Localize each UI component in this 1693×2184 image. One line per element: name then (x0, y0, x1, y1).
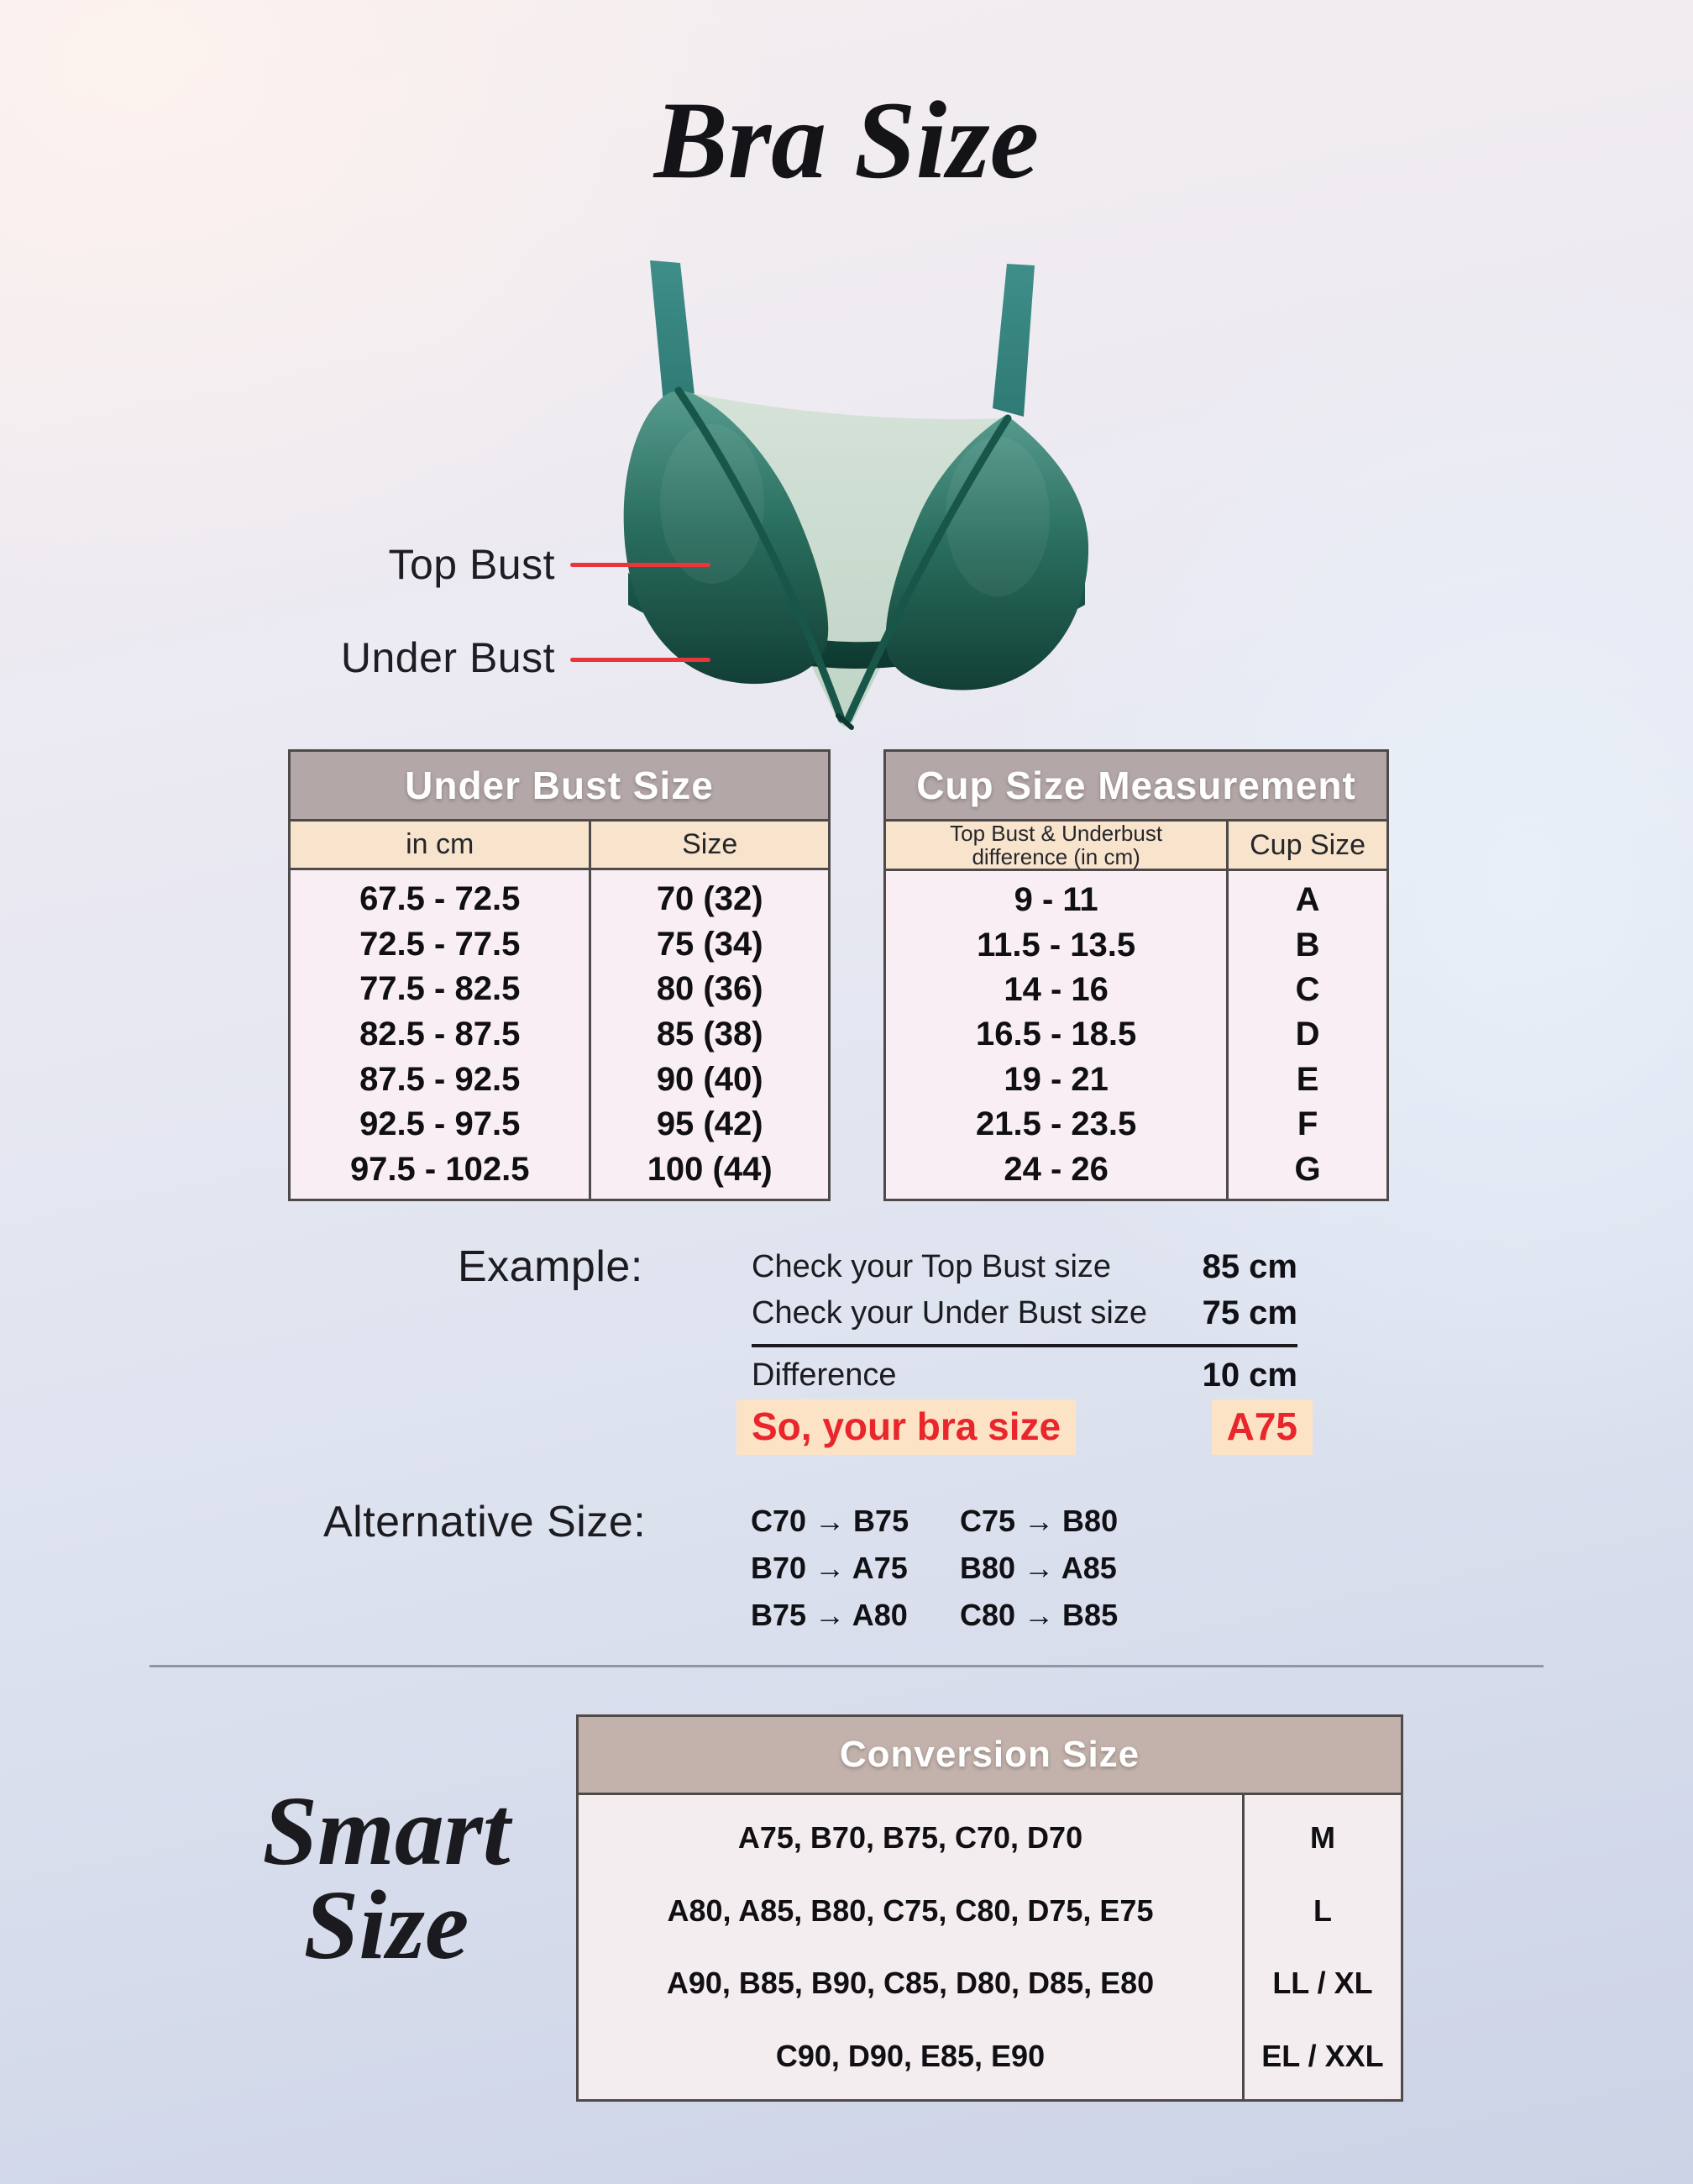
cup-letter-column (1229, 871, 1386, 1199)
table-cell: 75 (34) (656, 925, 763, 963)
example-result-value: A75 (1212, 1399, 1313, 1455)
alternative-size-pair: C80 → B85 (960, 1598, 1119, 1632)
under-bust-label: Under Bust (340, 634, 555, 681)
alternative-size-column-1 (751, 1504, 909, 1645)
under-bust-size-table (288, 749, 831, 1201)
alternative-size-heading: Alternative Size: (323, 1498, 647, 1546)
table-cell: A90, B85, B90, C85, D80, D85, E80 (666, 1966, 1155, 2001)
table-cell: 82.5 - 87.5 (359, 1015, 521, 1053)
alternative-size-pair: B70 → A75 (751, 1551, 908, 1585)
table-cell: 24 - 26 (1004, 1150, 1109, 1188)
table-cell: 90 (40) (656, 1060, 763, 1098)
example-row-label: Difference (752, 1357, 897, 1393)
under-bust-size-table-title: Under Bust Size (291, 752, 828, 822)
table-cell: 97.5 - 102.5 (349, 1150, 530, 1188)
col-header-difference: Top Bust & Underbust difference (in cm) (886, 822, 1229, 869)
under-bust-size-table-subheader (291, 822, 828, 870)
table-cell: 77.5 - 82.5 (359, 970, 521, 1008)
table-cell: 16.5 - 18.5 (976, 1016, 1137, 1053)
table-cell: F (1297, 1105, 1318, 1143)
table-cell: LL / XL (1272, 1966, 1373, 2001)
example-sum-line (752, 1344, 1297, 1347)
conversion-sizes-column (579, 1795, 1245, 2099)
conversion-size-table (576, 1714, 1403, 2102)
table-cell: 11.5 - 13.5 (977, 926, 1136, 963)
top-bust-label: Top Bust (388, 541, 555, 588)
table-cell: D (1295, 1016, 1320, 1053)
bra-image (613, 252, 1100, 739)
table-cell: 92.5 - 97.5 (359, 1105, 521, 1143)
under-bust-size-column (591, 870, 828, 1199)
example-row (752, 1294, 1297, 1331)
smart-size-line1: Smart (262, 1776, 511, 1886)
table-cell: A75, B70, B75, C70, D70 (737, 1820, 1083, 1856)
smart-size-heading (210, 1776, 563, 1980)
table-cell: G (1294, 1150, 1321, 1188)
table-cell: 85 (38) (656, 1015, 763, 1053)
example-heading: Example: (458, 1242, 643, 1291)
table-cell: A (1295, 881, 1320, 919)
alternative-size-pair: C70 → B75 (751, 1504, 909, 1538)
bra-illustration (613, 252, 1100, 739)
col-header-cup-size: Cup Size (1250, 828, 1366, 861)
table-cell: 21.5 - 23.5 (976, 1105, 1137, 1143)
table-cell: 14 - 16 (1004, 971, 1109, 1009)
difference-column (886, 871, 1229, 1199)
example-row (752, 1248, 1297, 1285)
table-cell: 9 - 11 (1014, 881, 1098, 919)
cup-size-table-body (886, 871, 1386, 1199)
example-row-value: 75 cm (1202, 1294, 1297, 1331)
under-bust-size-table-body (291, 870, 828, 1199)
page-title: Bra Size (653, 78, 1040, 202)
table-cell: 100 (44) (647, 1150, 773, 1188)
alternative-size-column-2 (960, 1504, 1118, 1645)
section-divider (149, 1665, 1544, 1667)
col-header-size: Size (682, 828, 738, 860)
table-cell: 87.5 - 92.5 (359, 1060, 521, 1098)
table-cell: 80 (36) (656, 970, 763, 1008)
cup-size-measurement-table (883, 749, 1389, 1201)
example-row-label: Check your Under Bust size (752, 1294, 1147, 1331)
table-cell: 19 - 21 (1004, 1060, 1109, 1098)
under-bust-pointer-line (570, 658, 710, 662)
col-header-in-cm: in cm (291, 822, 591, 868)
table-cell: 72.5 - 77.5 (359, 925, 521, 963)
table-cell: B (1295, 926, 1320, 963)
table-cell: 67.5 - 72.5 (359, 880, 521, 918)
cup-size-table-title: Cup Size Measurement (886, 752, 1386, 822)
conversion-table-body (579, 1795, 1401, 2099)
table-cell: A80, A85, B80, C75, C80, D75, E75 (667, 1893, 1154, 1928)
example-result-row (736, 1399, 1313, 1455)
table-cell: E (1296, 1060, 1319, 1098)
example-row-label: Check your Top Bust size (752, 1248, 1112, 1284)
alternative-size-pair: C75 → B80 (960, 1504, 1119, 1538)
table-cell: C90, D90, E85, E90 (775, 2038, 1046, 2073)
example-row-value: 10 cm (1202, 1356, 1297, 1394)
conversion-label-column (1245, 1795, 1401, 2099)
example-result-label: So, your bra size (736, 1399, 1076, 1455)
table-cell: L (1313, 1893, 1332, 1928)
table-cell: C (1295, 971, 1320, 1009)
alternative-size-pair: B75 → A80 (751, 1598, 908, 1632)
smart-size-line2: Size (303, 1870, 469, 1980)
example-row (752, 1357, 1297, 1394)
table-cell: M (1309, 1820, 1335, 1856)
table-cell: EL / XXL (1261, 2038, 1384, 2073)
under-bust-cm-column (291, 870, 591, 1199)
cup-size-table-subheader (886, 822, 1386, 871)
conversion-table-title: Conversion Size (579, 1717, 1401, 1795)
top-bust-pointer-line (570, 563, 710, 567)
example-row-value: 85 cm (1202, 1247, 1297, 1285)
table-cell: 70 (32) (656, 880, 763, 918)
alternative-size-pair: B80 → A85 (960, 1551, 1117, 1585)
table-cell: 95 (42) (656, 1105, 763, 1143)
